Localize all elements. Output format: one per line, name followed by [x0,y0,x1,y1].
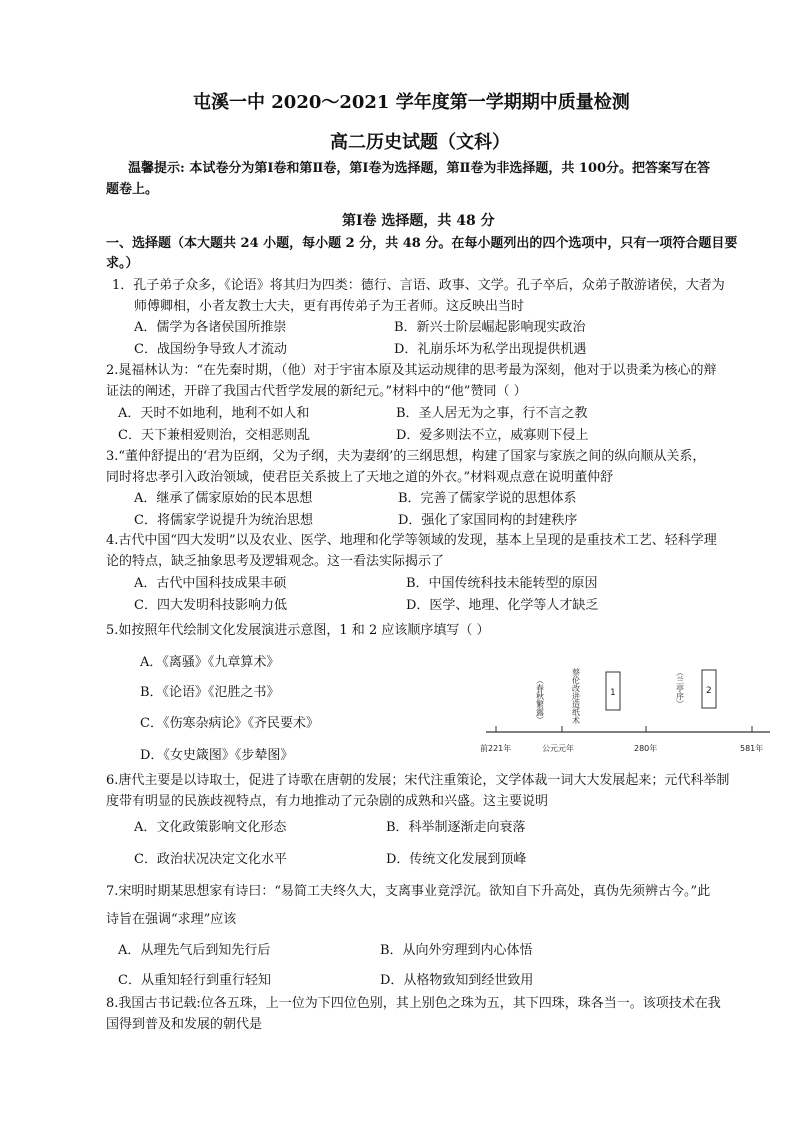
q4-stem-1: 4.古代中国“四大发明”以及农业、医学、地理和化学等领域的发现，基本上呈现的是重技术工艺、轻科学理 [106,533,717,548]
timeline-event-chunqiufanlu: （春秋繁露） [535,676,545,724]
q7-stem-2: 诗旨在强调“求理”应该 [106,912,237,927]
q6-stem-2: 度带有明显的民族歧视特点，有力地推动了元杂剧的成熟和兴盛。这主要说明 [106,794,549,809]
timeline-label-280: 280年 [634,744,658,753]
q7-stem-1: 7.宋明时期某思想家有诗曰：“易简工夫终久大，支离事业竟浮沉。欲知自下升高处，真伪先须辨古今。”此 [106,884,711,899]
q3-stem-2: 同时将忠孝引入政治领域，使君臣关系披上了天地之道的外衣。”材料观点意在说明董仲舒 [106,470,614,485]
q4-stem-2: 论的特点，缺乏抽象思考及逻辑观念。这一看法实际揭示了 [106,554,445,569]
timeline-box-1-label: 1 [610,688,616,698]
notice-line-2: 题卷上。 [106,182,159,197]
notice-line-1: 温馨提示: 本试卷分为第Ⅰ卷和第Ⅱ卷，第Ⅰ卷为选择题，第Ⅱ卷为非选择题，共 100分。把答案写在答 [128,161,711,176]
q3-option-b[interactable]: B．完善了儒家学说的思想体系 [398,491,577,506]
q4-option-b[interactable]: B．中国传统科技未能转型的原因 [406,576,598,591]
q5-option-c[interactable]: C．《伤寒杂病论》《齐民要术》 [140,716,319,731]
q4-option-c[interactable]: C．四大发明科技影响力低 [134,598,287,613]
timeline-event-lantingxu: （兰亭序） [675,668,685,708]
q6-option-d[interactable]: D．传统文化发展到顶峰 [386,852,527,867]
q7-option-c[interactable]: C．从重知轻行到重行轻知 [118,973,271,988]
culture-timeline [478,658,778,766]
q1-option-a[interactable]: A．儒学为各诸侯国所推崇 [134,320,287,335]
q2-option-d[interactable]: D．爱多则法不立，威寡则下侵上 [396,428,589,443]
section-heading: 第Ⅰ卷 选择题，共 48 分 [342,213,495,229]
timeline-label-ad1: 公元元年 [542,744,574,753]
timeline-label-221bc: 前221年 [480,744,512,753]
q5-option-d[interactable]: D．《女史箴图》《步辇图》 [140,748,294,763]
q7-option-d[interactable]: D．从格物致知到经世致用 [380,973,534,988]
exam-title: 屯溪一中 2020～2021 学年度第一学期期中质量检测 [193,92,630,113]
timeline-label-581: 581年 [740,744,764,753]
q1-option-c[interactable]: C．战国纷争导致人才流动 [134,342,287,357]
timeline-box-2-label: 2 [706,686,712,696]
section-instruction-1: 一、选择题（本大题共 24 小题，每小题 2 分，共 48 分。在每小题列出的四个选项中，只有一项符合题目要 [106,236,738,251]
q6-option-c[interactable]: C．政治状况决定文化水平 [134,852,287,867]
q3-option-a[interactable]: A．继承了儒家原始的民本思想 [134,491,313,506]
q2-option-c[interactable]: C．天下兼相爱则治，交相恶则乱 [118,428,310,443]
q4-option-d[interactable]: D．医学、地理、化学等人才缺乏 [406,598,599,613]
q3-option-d[interactable]: D．强化了家国同构的封建秩序 [398,513,578,528]
q1-stem-1: 1．孔子弟子众多，《论语》将其归为四类：德行、言语、政事、文学。孔子卒后，众弟子散游诸侯，大者为 [112,278,725,293]
q1-option-d[interactable]: D．礼崩乐坏为私学出现提供机遇 [394,342,587,357]
q3-stem-1: 3.“董仲舒提出的‘君为臣纲，父为子纲，夫为妻纲’的三纲思想，构建了国家与家族之间的纵向顺从关系， [106,449,706,464]
timeline-event-cailun-paper: 蔡伦改进造纸术 [571,668,581,724]
q7-option-a[interactable]: A．从理先气后到知先行后 [118,943,271,958]
q2-stem-1: 2.晁福林认为：“在先秦时期，（他）对于宇宙本原及其运动规律的思考最为深刻，他对于以贵柔为核心的辩 [106,363,717,378]
q6-option-b[interactable]: B．科举制逐渐走向衰落 [386,820,526,835]
q5-stem-1: 5.如按照年代绘制文化发展演进示意图，1 和 2 应该顺序填写（ ） [106,623,490,638]
q2-stem-2: 证法的阐述，开辟了我国古代哲学发展的新纪元。”材料中的“他”赞同（ ） [106,384,527,399]
q2-option-b[interactable]: B．圣人居无为之事，行不言之教 [396,406,588,421]
q7-option-b[interactable]: B．从向外穷理到内心体悟 [380,943,533,958]
q1-option-b[interactable]: B．新兴士阶层崛起影响现实政治 [394,320,586,335]
q6-option-a[interactable]: A．文化政策影响文化形态 [134,820,287,835]
q8-stem-2: 国得到普及和发展的朝代是 [106,1017,263,1032]
q4-option-a[interactable]: A．古代中国科技成果丰硕 [134,576,287,591]
q1-stem-2: 师傅卿相，小者友教士大夫，更有再传弟子为王者师。这反映出当时 [134,299,525,314]
q3-option-c[interactable]: C．将儒家学说提升为统治思想 [134,513,313,528]
q6-stem-1: 6.唐代主要是以诗取士，促进了诗歌在唐朝的发展；宋代注重策论，文学体裁一词大大发展起来；元代科举制 [106,773,730,788]
section-instruction-2: 求。） [106,256,139,271]
q5-option-a[interactable]: A．《离骚》《九章算术》 [140,655,280,670]
q8-stem-1: 8.我国古书记载:位各五珠，上一位为下四位色别，其上别色之珠为五，其下四珠，珠各当一。该项技术在我 [106,996,721,1011]
q5-option-b[interactable]: B．《论语》《氾胜之书》 [140,685,280,700]
q2-option-a[interactable]: A．天时不如地利，地利不如人和 [118,406,310,421]
exam-subtitle: 高二历史试题（文科） [330,132,510,153]
